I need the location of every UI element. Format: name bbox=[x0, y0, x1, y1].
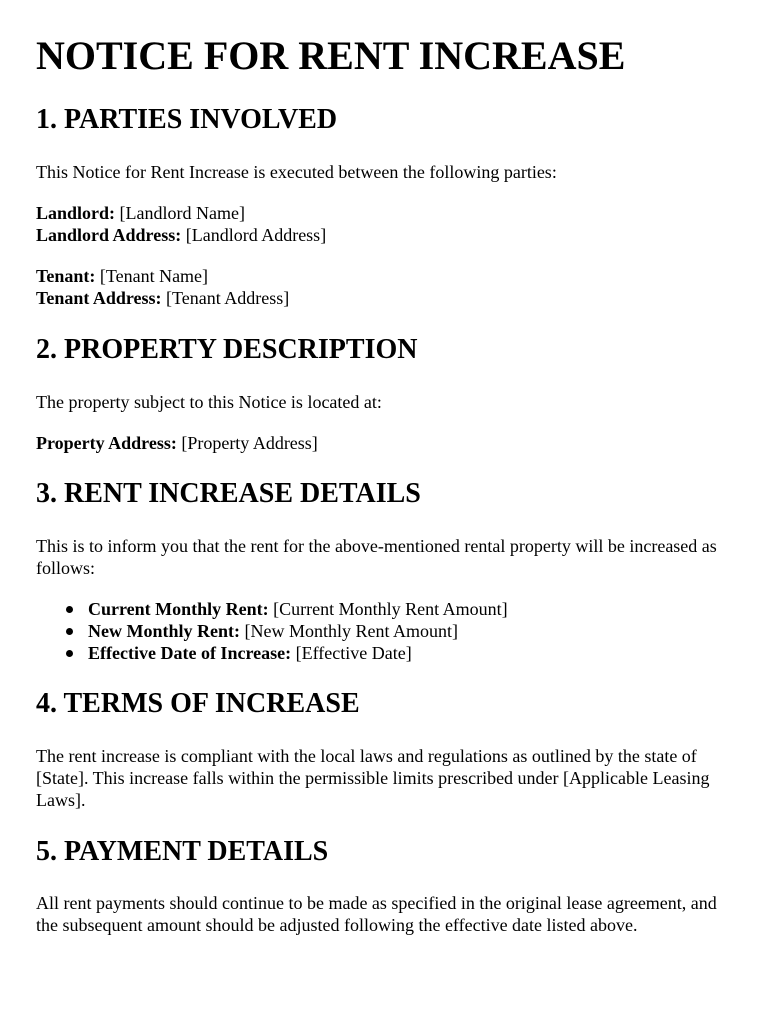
effective-date-value: [Effective Date] bbox=[295, 643, 412, 663]
section-heading-property: 2. PROPERTY DESCRIPTION bbox=[36, 334, 418, 365]
landlord-address-line bbox=[36, 224, 736, 246]
effective-date-label: Effective Date of Increase: bbox=[88, 643, 292, 663]
list-item bbox=[36, 598, 508, 620]
section-heading-payment: 5. PAYMENT DETAILS bbox=[36, 836, 329, 867]
tenant-value: [Tenant Name] bbox=[99, 266, 209, 286]
property-address-line bbox=[36, 432, 736, 454]
list-item bbox=[36, 620, 508, 642]
bullet-icon bbox=[66, 606, 73, 613]
property-intro: The property subject to this Notice is located at: bbox=[36, 392, 382, 412]
tenant-address-label: Tenant Address: bbox=[36, 288, 162, 308]
tenant-label: Tenant: bbox=[36, 266, 96, 286]
current-rent-label: Current Monthly Rent: bbox=[88, 599, 269, 619]
section-heading-terms: 4. TERMS OF INCREASE bbox=[36, 688, 360, 719]
section-heading-parties: 1. PARTIES INVOLVED bbox=[36, 104, 338, 135]
new-rent-value: [New Monthly Rent Amount] bbox=[244, 621, 458, 641]
tenant-block bbox=[36, 265, 736, 309]
tenant-line bbox=[36, 265, 736, 287]
property-address-label: Property Address: bbox=[36, 433, 177, 453]
tenant-address-value: [Tenant Address] bbox=[166, 288, 290, 308]
parties-intro: This Notice for Rent Increase is executed between the following parties: bbox=[36, 162, 557, 182]
document-title: NOTICE FOR RENT INCREASE bbox=[36, 33, 626, 78]
new-rent-label: New Monthly Rent: bbox=[88, 621, 240, 641]
landlord-address-label: Landlord Address: bbox=[36, 225, 182, 245]
section-heading-details: 3. RENT INCREASE DETAILS bbox=[36, 478, 421, 509]
landlord-value: [Landlord Name] bbox=[119, 203, 245, 223]
landlord-label: Landlord: bbox=[36, 203, 116, 223]
tenant-address-line bbox=[36, 287, 736, 309]
current-rent-value: [Current Monthly Rent Amount] bbox=[273, 599, 508, 619]
landlord-block bbox=[36, 202, 736, 246]
terms-body: The rent increase is compliant with the local laws and regulations as outlined by the state of [State]. This increase falls within the permissible limits prescribed under [Applicable Leasing Laws]. bbox=[36, 746, 710, 810]
details-intro: This is to inform you that the rent for the above-mentioned rental property will be increased as follows: bbox=[36, 536, 717, 578]
bullet-icon bbox=[66, 628, 73, 635]
list-item bbox=[36, 642, 508, 664]
landlord-line bbox=[36, 202, 736, 224]
landlord-address-value: [Landlord Address] bbox=[185, 225, 327, 245]
property-address-value: [Property Address] bbox=[181, 433, 318, 453]
bullet-icon bbox=[66, 650, 73, 657]
details-list bbox=[36, 598, 508, 664]
payment-body: All rent payments should continue to be made as specified in the original lease agreement, and the subsequent amount should be adjusted following the effective date listed above. bbox=[36, 893, 717, 935]
